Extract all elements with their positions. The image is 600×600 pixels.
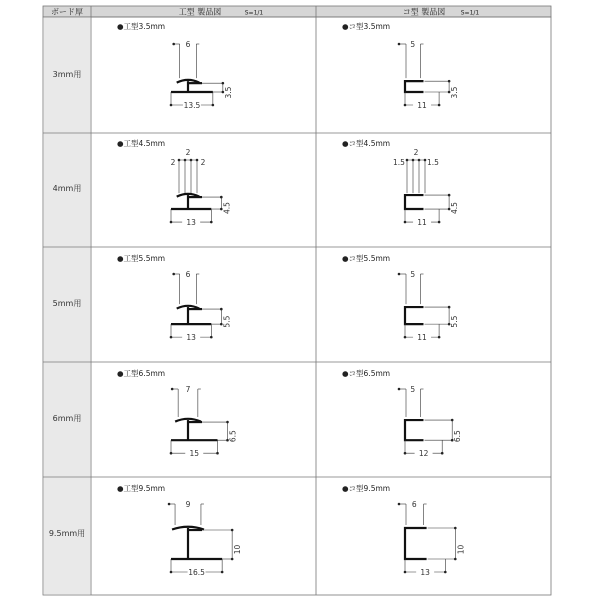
i-type-title-9_5: ●工型9.5mm [117, 484, 166, 493]
dimension-dot [170, 571, 173, 574]
header-i-type-title: 工型 製品図 [178, 7, 222, 17]
i-dim-top-seg-left: 2 [170, 158, 176, 167]
dimension-dot [448, 194, 451, 197]
c-dim-height: 5.5 [450, 315, 460, 328]
dimension-dot [220, 308, 223, 311]
c-dim-top-width: 5 [410, 270, 416, 279]
dimension-dot [448, 306, 451, 309]
c-dim-top-width: 5 [410, 385, 416, 394]
c-dim-top-seg-right: 1.5 [427, 158, 439, 167]
dimension-dot [170, 221, 173, 224]
i-dim-bottom-width: 13 [186, 218, 196, 228]
i-dim-height: 5.5 [222, 315, 232, 328]
c-dim-top-width: 6 [411, 500, 417, 509]
c-dim-top-seg-mid: 2 [413, 148, 419, 157]
header-board-thickness: ボード厚 [51, 7, 83, 17]
i-dim-bottom-width: 13.5 [183, 101, 201, 110]
dimension-dot [221, 571, 224, 574]
i-dim-bottom-width: 13 [186, 333, 196, 343]
header-i-type-scale: S=1/1 [244, 9, 264, 17]
dimension-dot [441, 452, 444, 455]
dimension-dot [404, 452, 407, 455]
i-dim-top-width: 6 [185, 270, 191, 279]
dimension-dot [451, 419, 454, 422]
dimension-dot [168, 503, 171, 506]
dimension-dot [398, 43, 401, 46]
dimension-dot [438, 104, 441, 107]
header-c-type-scale: S=1/1 [460, 9, 480, 17]
i-dim-top-width: 9 [185, 500, 191, 509]
dimension-dot [216, 452, 219, 455]
dimension-dot [438, 221, 441, 224]
i-dim-height: 10 [233, 544, 243, 555]
c-dim-top-seg-left: 1.5 [393, 158, 405, 167]
c-type-title-4_5: ●コ型4.5mm [342, 139, 391, 148]
dimension-dot [404, 571, 407, 574]
c-type-title-3_5: ●コ型3.5mm [342, 22, 391, 31]
dimension-dot [172, 273, 175, 276]
dimension-dot [210, 221, 213, 224]
i-dim-height: 6.5 [228, 430, 238, 443]
row-label-4mm: 4mm用 [52, 184, 82, 193]
dimension-dot [171, 388, 174, 391]
dimension-dot [404, 104, 407, 107]
i-dim-top-seg-mid: 2 [185, 148, 191, 157]
i-dim-bottom-width: 15 [189, 449, 200, 459]
row-label-6mm: 6mm用 [52, 414, 82, 423]
dimension-dot [170, 336, 173, 339]
dimension-dot [398, 273, 401, 276]
c-dim-bottom-width: 11 [417, 333, 427, 343]
dimension-dot [444, 571, 447, 574]
i-type-title-3_5: ●工型3.5mm [117, 22, 166, 31]
c-dim-height: 10 [456, 544, 466, 555]
c-type-title-6_5: ●コ型6.5mm [342, 369, 391, 378]
i-type-title-6_5: ●工型6.5mm [117, 369, 166, 378]
i-type-title-5_5: ●工型5.5mm [117, 254, 166, 263]
c-dim-bottom-width: 11 [417, 218, 427, 228]
i-dim-height: 3.5 [223, 86, 233, 99]
row-label-3mm: 3mm用 [52, 70, 82, 79]
dimension-dot [404, 221, 407, 224]
header-c-type-title: コ型 製品図 [402, 7, 446, 17]
c-dim-bottom-width: 13 [420, 568, 430, 577]
c-profile [405, 195, 424, 209]
dimension-dot [398, 388, 401, 391]
dimension-dot [448, 80, 451, 83]
dimension-dot [210, 336, 213, 339]
dimension-dot [170, 452, 173, 455]
dimension-dot [398, 503, 401, 506]
i-dim-top-seg-right: 2 [200, 158, 206, 167]
dimension-dot [438, 336, 441, 339]
dimension-dot [454, 558, 457, 561]
c-type-title-5_5: ●コ型5.5mm [342, 254, 391, 263]
dimension-dot [231, 558, 234, 561]
c-type-title-9_5: ●コ型9.5mm [342, 484, 391, 493]
c-profile [405, 81, 424, 92]
c-dim-top-width: 5 [410, 40, 416, 49]
row-label-9_5mm: 9.5mm用 [48, 529, 86, 538]
i-dim-top-width: 7 [185, 385, 191, 394]
dimension-dot [212, 104, 215, 107]
c-profile [405, 307, 424, 324]
i-dim-top-width: 6 [185, 40, 191, 49]
table-frame [43, 17, 551, 595]
c-dim-height: 6.5 [453, 430, 463, 443]
dimension-dot [220, 196, 223, 199]
dimension-dot [454, 527, 457, 530]
dimension-dot [231, 529, 234, 532]
c-dim-bottom-width: 12 [418, 449, 429, 459]
dimension-dot [222, 82, 225, 85]
dimension-dot [226, 421, 229, 424]
c-dim-height: 3.5 [450, 86, 460, 99]
dimension-dot [170, 104, 173, 107]
dimension-dot [404, 336, 407, 339]
i-dim-bottom-width: 16.5 [188, 568, 205, 577]
c-dim-bottom-width: 11 [417, 101, 427, 110]
dimension-dot [172, 43, 175, 46]
c-profile [405, 528, 427, 559]
i-dim-height: 4.5 [222, 202, 232, 215]
i-type-title-4_5: ●工型4.5mm [117, 139, 166, 148]
row-label-5mm: 5mm用 [52, 299, 82, 308]
c-profile [405, 420, 424, 440]
c-dim-height: 4.5 [450, 202, 460, 215]
